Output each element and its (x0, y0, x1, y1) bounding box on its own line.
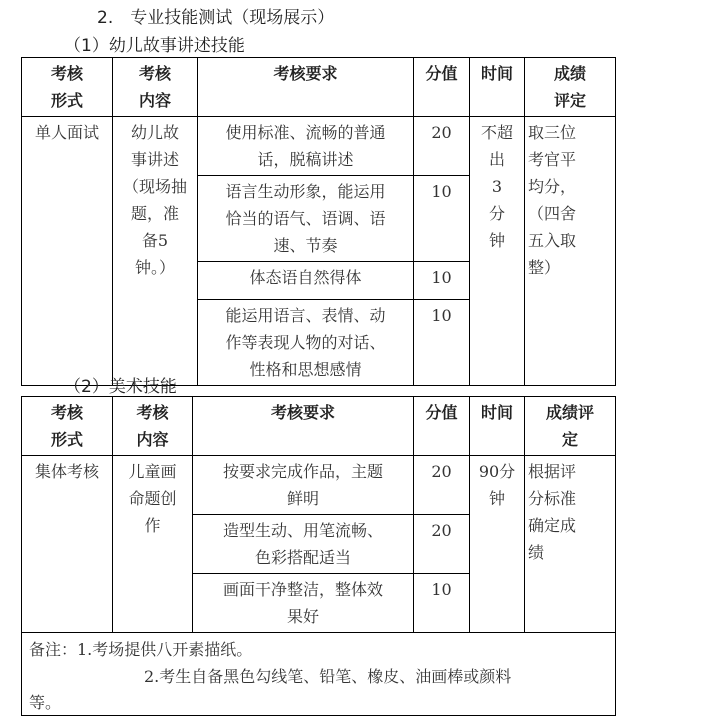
cell-requirement: 造型生动、用笔流畅、 色彩搭配适当 (193, 515, 414, 574)
cell-form: 集体考核 (22, 456, 113, 633)
cell-score: 10 (414, 300, 470, 386)
header-content: 考核 内容 (113, 397, 193, 456)
note-line-3: 等。 (29, 693, 62, 712)
cell-requirement: 语言生动形象，能运用 恰当的语气、语调、语 速、节奏 (198, 176, 414, 262)
table-header-row (22, 397, 616, 456)
cell-evaluation: 根据评 分标准 确定成 绩 (525, 456, 616, 633)
cell-form: 单人面试 (22, 117, 113, 386)
part1-title: （1）幼儿故事讲述技能 (64, 36, 245, 56)
cell-requirement: 按要求完成作品，主题 鲜明 (193, 456, 414, 515)
header-time: 时间 (470, 397, 525, 456)
cell-time: 90分 钟 (470, 456, 525, 633)
cell-content: 儿童画 命题创 作 (113, 456, 193, 633)
header-evaluation: 成绩评 定 (525, 397, 616, 456)
cell-score: 10 (414, 176, 470, 262)
cell-score: 20 (414, 456, 470, 515)
note-line-2: 2.考生自备黑色勾线笔、铅笔、橡皮、油画棒或颜料 (144, 667, 512, 686)
note-row (22, 633, 616, 716)
header-requirement: 考核要求 (193, 397, 414, 456)
part2-title: （2）美术技能 (64, 377, 177, 397)
cell-requirement: 体态语自然得体 (198, 262, 414, 300)
note-line-1: 备注：1.考场提供八开素描纸。 (29, 640, 253, 659)
header-form: 考核 形式 (22, 58, 113, 117)
cell-score: 10 (414, 262, 470, 300)
header-form: 考核 形式 (22, 397, 113, 456)
cell-requirement: 使用标准、流畅的普通 话，脱稿讲述 (198, 117, 414, 176)
art-skill-table (21, 396, 616, 716)
cell-score: 10 (414, 574, 470, 633)
cell-requirement: 画面干净整洁，整体效 果好 (193, 574, 414, 633)
note-cell (22, 633, 616, 716)
table-row (22, 456, 616, 515)
cell-evaluation: 取三位 考官平 均分， （四舍 五入取 整） (525, 117, 616, 386)
story-skill-table (21, 57, 616, 386)
cell-time: 不超 出 3 分 钟 (470, 117, 525, 386)
cell-score: 20 (414, 117, 470, 176)
header-evaluation: 成绩 评定 (525, 58, 616, 117)
cell-content: 幼儿故 事讲述 （现场抽 题，准 备5 钟。） (113, 117, 198, 386)
header-time: 时间 (470, 58, 525, 117)
header-score: 分值 (414, 58, 470, 117)
header-content: 考核 内容 (113, 58, 198, 117)
section-title: 2. 专业技能测试（现场展示） (97, 8, 335, 28)
cell-score: 20 (414, 515, 470, 574)
cell-requirement: 能运用语言、表情、动 作等表现人物的对话、 性格和思想感情 (198, 300, 414, 386)
table-row (22, 117, 616, 176)
header-score: 分值 (414, 397, 470, 456)
header-requirement: 考核要求 (198, 58, 414, 117)
table-header-row (22, 58, 616, 117)
